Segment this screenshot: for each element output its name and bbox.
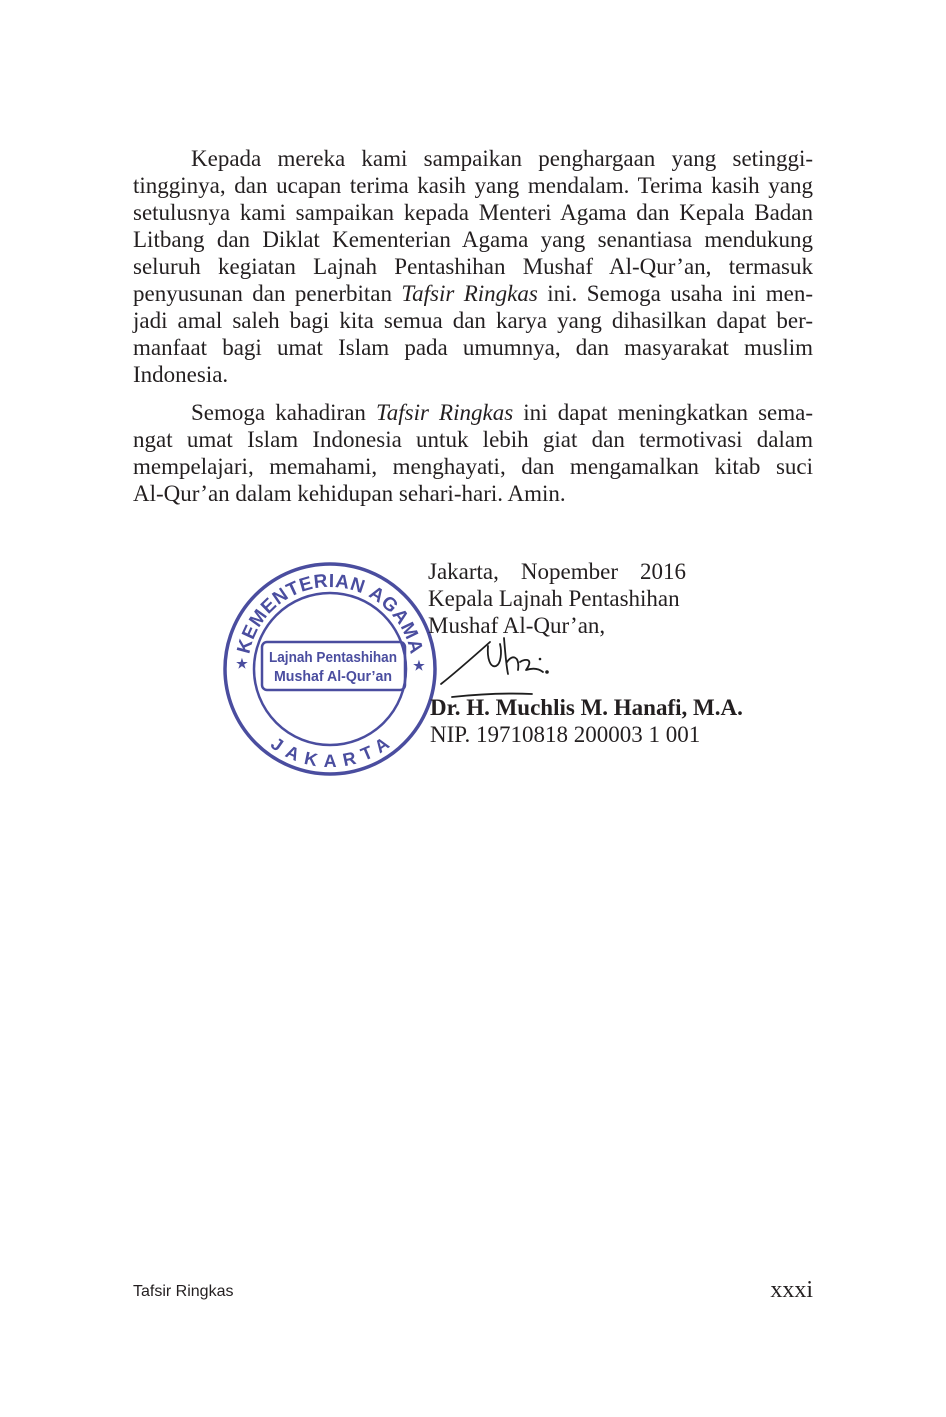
paragraph-line: setulusnya kami sampaikan kepada Menteri Agama dan Kepala Badan [133,200,813,225]
paragraph-line [133,399,813,426]
line-text: penyusunan dan penerbitan [133,281,402,306]
paragraph-line: manfaat bagi umat Islam pada umumnya, dan masyarakat muslim [133,335,813,360]
star-icon: ★ [236,656,248,671]
signature-stroke [452,694,532,697]
signatory-nip: NIP. 19710818 200003 1 001 [430,722,701,747]
paragraph-line: Kepada mereka kami sampaikan penghargaan yang setinggi- [191,146,813,171]
signature-stroke [441,642,490,684]
paragraph-line: mempelajari, memahami, menghayati, dan mengamalkan kitab suci [133,454,813,479]
paragraph-line: jadi amal saleh bagi kita semua dan karya yang dihasilkan dapat ber- [133,308,813,333]
paragraph-line: Litbang dan Diklat Kementerian Agama yang senantiasa mendukung [133,227,813,252]
position-title-continued: Mushaf Al-Qur’an, [428,613,606,638]
signature-dot [539,658,542,661]
paragraph-line: Indonesia. [133,362,229,387]
paragraph-line: Al-Qur’an dalam kehidupan sehari-hari. Amin. [133,481,566,506]
signature-stroke [488,644,501,666]
star-icon: ★ [413,658,425,673]
paragraph-line: seluruh kegiatan Lajnah Pentashihan Mushaf Al-Qur’an, termasuk [133,254,813,279]
official-stamp [220,558,442,782]
signature-stroke [520,660,543,672]
position-title: Kepala Lajnah Pentashihan [428,586,680,611]
page-number: xxxi [770,1277,813,1303]
stamp-bottom-text: JAKARTA [267,733,393,772]
signature-dot [545,670,549,674]
stamp-top-text: KEMENTERIAN AGAMA [233,570,427,656]
stamp-band-line-1: Lajnah Pentashihan [269,650,397,666]
line-text: ini. Semoga usaha ini men- [537,281,813,306]
paragraph-line [133,280,813,307]
paragraph-line: ngat umat Islam Indonesia untuk lebih giat dan termotivasi dalam [133,427,813,452]
stamp-band-line-2: Mushaf Al-Qur’an [274,669,392,685]
paragraph-2 [133,399,813,507]
paragraph-1 [133,145,813,388]
place-date: Jakarta, Nopember 2016 [428,559,686,584]
book-title-italic: Tafsir Ringkas [401,281,538,306]
closing-block [428,558,686,639]
signatory-name: Dr. H. Muchlis M. Hanafi, M.A. [430,695,743,720]
signature-stroke [504,638,518,674]
book-title-italic: Tafsir Ringkas [376,400,514,425]
signature-scribble [430,628,560,708]
footer-book-title: Tafsir Ringkas [133,1283,234,1300]
paragraph-line: tingginya, dan ucapan terima kasih yang mendalam. Terima kasih yang [133,173,813,198]
line-text: ini dapat meningkatkan sema- [513,400,813,425]
line-text: Semoga kahadiran [191,400,377,425]
